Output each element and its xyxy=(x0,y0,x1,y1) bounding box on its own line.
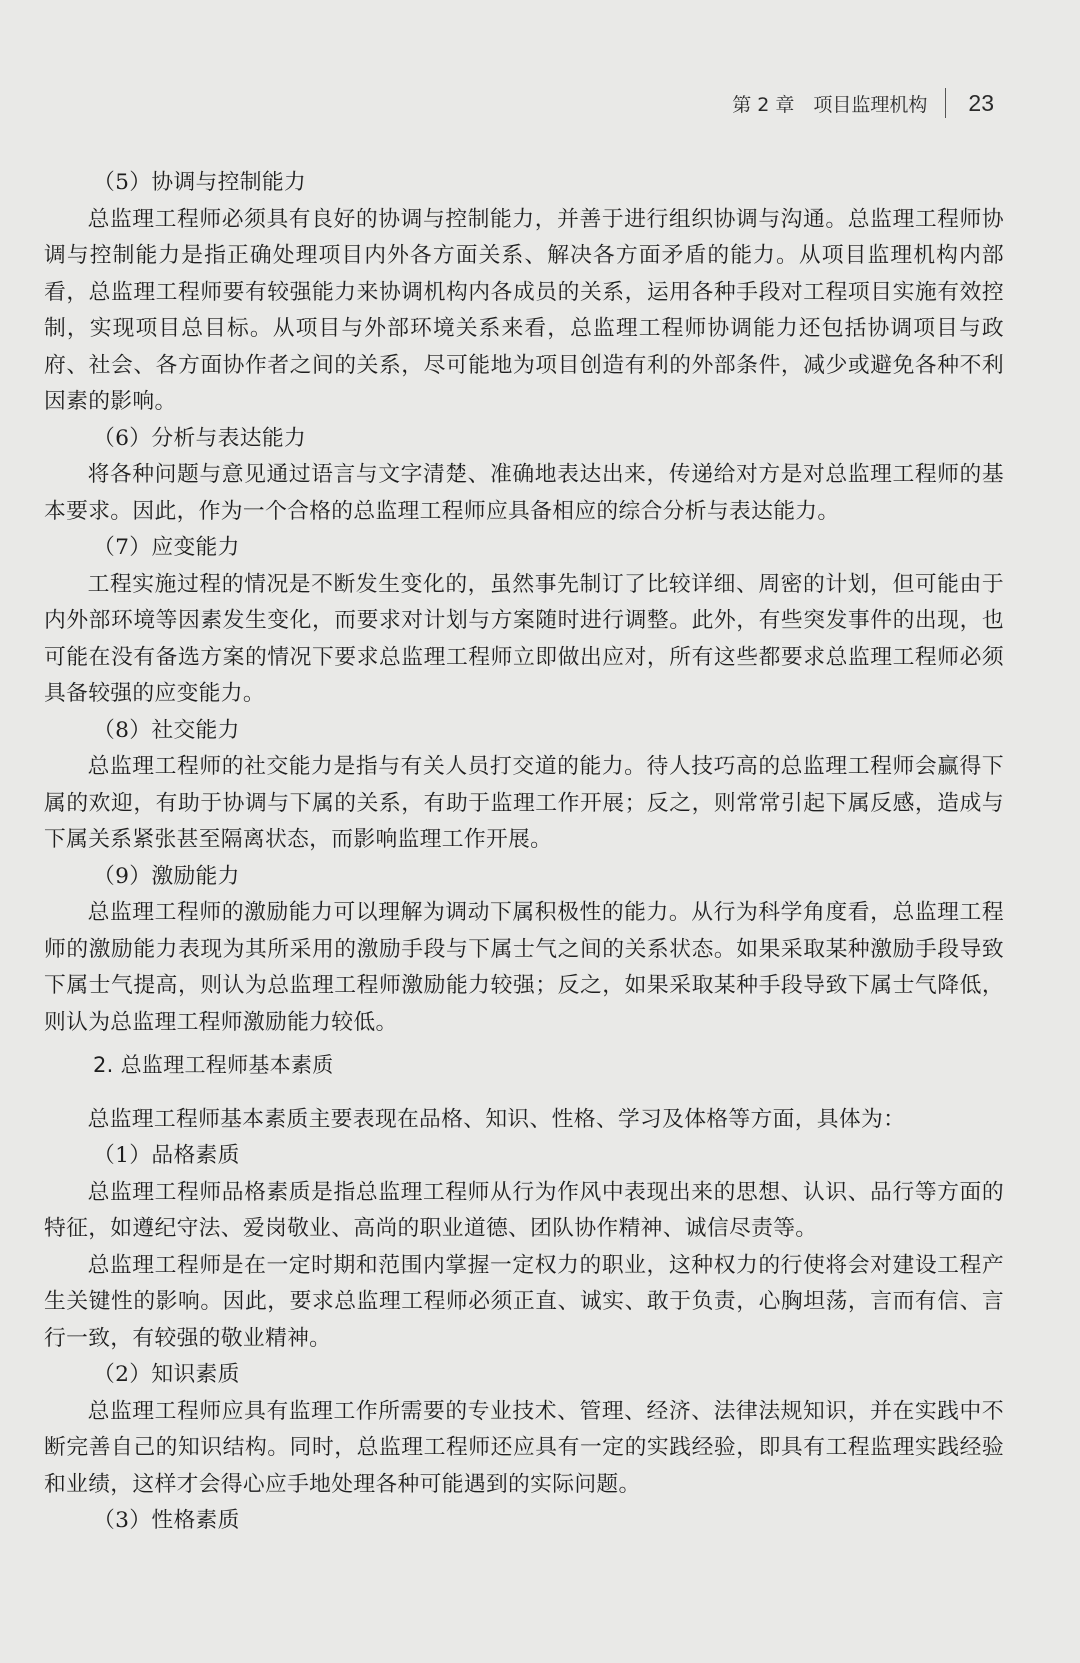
subheading-analysis: （6）分析与表达能力 xyxy=(93,425,307,451)
chapter-title: 第 2 章 项目监理机构 xyxy=(732,93,928,116)
paragraph: 总监理工程师应具有监理工作所需要的专业技术、管理、经济、法律法规知识，并在实践中不断完善自己的知识结构。同时，总监理工程师还应具有一定的实践经验，即具有工程监理实践经验和业绩，这样才会得心应手地处理各种可能遇到的实际问题。 xyxy=(44,1398,1004,1497)
subheading-knowledge: （2）知识素质 xyxy=(93,1362,240,1387)
subheading-character: （1）品格素质 xyxy=(93,1143,240,1168)
subheading-motivation: （9）激励能力 xyxy=(93,863,240,889)
paragraph: 总监理工程师基本素质主要表现在品格、知识、性格、学习及体格等方面，具体为： xyxy=(87,1106,906,1132)
paragraph: 总监理工程师的激励能力可以理解为调动下属积极性的能力。从行为科学角度看，总监理工程师的激励能力表现为其所采用的激励手段与下属士气之间的关系状态。如果采取某种激励手段导致下属士气提高，则认为总监理工程师激励能力较强；反之，如果采取某种手段导致下属士气降低，则认为总监理工程师激励能力较低。 xyxy=(44,900,1004,1035)
page-body xyxy=(44,165,1004,1540)
paragraph: 总监理工程师品格素质是指总监理工程师从行为作风中表现出来的思想、认识、品行等方面的特征，如遵纪守法、爱岗敬业、高尚的职业道德、团队协作精神、诚信尽责等。 xyxy=(44,1179,1004,1241)
subheading-personality: （3）性格素质 xyxy=(93,1508,240,1533)
page-number: 23 xyxy=(968,89,994,116)
paragraph: 总监理工程师必须具有良好的协调与控制能力，并善于进行组织协调与沟通。总监理工程师协调与控制能力是指正确处理项目内外各方面关系、解决各方面矛盾的能力。从项目监理机构内部看，总监理工程师要有较强能力来协调机构内各成员的关系，运用各种手段对工程项目实施有效控制，实现项目总目标。从项目与外部环境关系来看，总监理工程师协调能力还包括协调项目与政府、社会、各方面协作者之间的关系，尽可能地为项目创造有利的外部条件，减少或避免各种不利因素的影响。 xyxy=(44,206,1004,414)
paragraph: 总监理工程师是在一定时期和范围内掌握一定权力的职业，这种权力的行使将会对建设工程产生关键性的影响。因此，要求总监理工程师必须正直、诚实、敢于负责，心胸坦荡，言而有信、言行一致，有较强的敬业精神。 xyxy=(44,1252,1004,1351)
paragraph: 总监理工程师的社交能力是指与有关人员打交道的能力。待人技巧高的总监理工程师会赢得下属的欢迎，有助于协调与下属的关系，有助于监理工作开展；反之，则常常引起下属反感，造成与下属关系紧张甚至隔离状态，而影响监理工作开展。 xyxy=(44,754,1004,852)
subheading-coordination: （5）协调与控制能力 xyxy=(93,170,307,195)
section-heading-basic-qualities: 2. 总监理工程师基本素质 xyxy=(93,1053,334,1077)
subheading-social: （8）社交能力 xyxy=(93,717,240,743)
header-divider xyxy=(945,88,946,118)
page-header xyxy=(732,88,994,118)
subheading-adaptability: （7）应变能力 xyxy=(93,535,240,560)
paragraph: 将各种问题与意见通过语言与文字清楚、准确地表达出来，传递给对方是对总监理工程师的基本要求。因此，作为一个合格的总监理工程师应具备相应的综合分析与表达能力。 xyxy=(44,462,1004,524)
paragraph: 工程实施过程的情况是不断发生变化的，虽然事先制订了比较详细、周密的计划，但可能由于内外部环境等因素发生变化，而要求对计划与方案随时进行调整。此外，有些突发事件的出现，也可能在没有备选方案的情况下要求总监理工程师立即做出应对，所有这些都要求总监理工程师必须具备较强的应变能力。 xyxy=(44,571,1004,706)
